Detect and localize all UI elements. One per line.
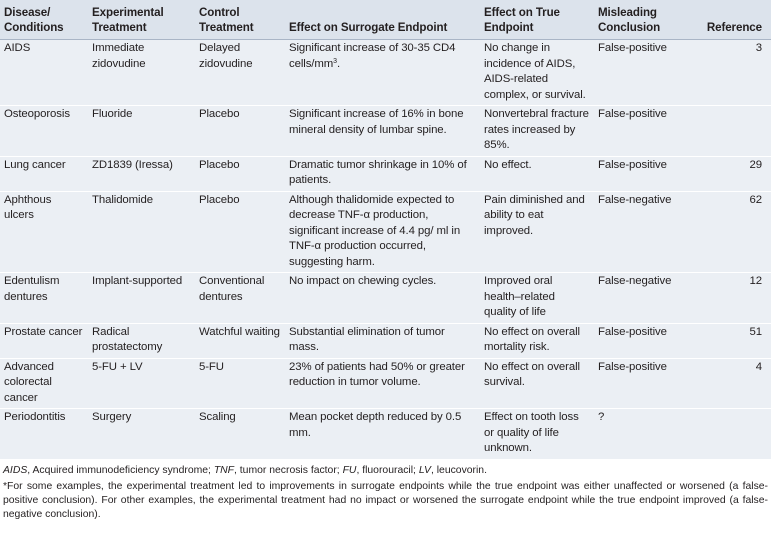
abbr-term: FU [342, 464, 357, 476]
table-footnotes [0, 459, 771, 522]
cell-surrogate-end: . [336, 57, 341, 70]
cell-experimental: ZD1839 (Iressa) [88, 156, 195, 191]
cell-experimental: Thalidomide [88, 191, 195, 273]
table-row [0, 409, 771, 459]
cell-control: Placebo [195, 156, 285, 191]
cell-reference [689, 106, 771, 157]
abbr-term: AIDS [3, 464, 28, 476]
cell-reference: 62 [689, 191, 771, 273]
cell-disease: Periodontitis [0, 409, 88, 459]
cell-conclusion: False-negative [594, 191, 689, 273]
cell-control: Placebo [195, 106, 285, 157]
table-header-row [0, 0, 771, 40]
cell-control: Placebo [195, 191, 285, 273]
cell-experimental: Surgery [88, 409, 195, 459]
abbr-definition: , tumor necrosis factor; [234, 464, 343, 476]
cell-conclusion: False-positive [594, 156, 689, 191]
cell-experimental: Immediate zidovudine [88, 40, 195, 106]
table-row [0, 106, 771, 157]
cell-surrogate: Although thalidomide expected to decrease TNF-α production, significant increase of 4.4 pg/ ml in TNF-α production occurred, suggesting harm. [285, 191, 480, 273]
cell-conclusion: False-positive [594, 106, 689, 157]
cell-surrogate: Substantial elimination of tumor mass. [285, 323, 480, 358]
header-conclusion: Misleading Conclusion [598, 6, 661, 34]
cell-disease: AIDS [0, 40, 88, 106]
cell-experimental: Fluoride [88, 106, 195, 157]
table-row [0, 273, 771, 324]
cell-true-endpoint: No change in incidence of AIDS, AIDS-related complex, or survival. [480, 40, 594, 106]
abbr-definition: , Acquired immunodeficiency syndrome; [27, 464, 214, 476]
abbreviation-note [3, 464, 768, 478]
cell-surrogate: 23% of patients had 50% or greater reduction in tumor volume. [285, 358, 480, 409]
cell-disease: Osteoporosis [0, 106, 88, 157]
cell-surrogate: Dramatic tumor shrinkage in 10% of patients. [285, 156, 480, 191]
cell-true-endpoint: No effect on overall survival. [480, 358, 594, 409]
abbr-term: TNF [213, 464, 235, 476]
table-row [0, 191, 771, 273]
asterisk-footnote: *For some examples, the experimental treatment led to improvements in surrogate endpoints while the true endpoint was either unaffected or worsened (a false-positive conclusion). For other examples, the experimental treatment had no impact or worsened the surrogate endpoint while the true endpoint improved (a false-negative conclusion). [3, 480, 768, 520]
table-row [0, 40, 771, 106]
cell-true-endpoint: Nonvertebral fracture rates increased by 85%. [480, 106, 594, 157]
cell-experimental: Radical prostatectomy [88, 323, 195, 358]
cell-reference: 51 [689, 323, 771, 358]
cell-conclusion: False-positive [594, 40, 689, 106]
cell-true-endpoint: Effect on tooth loss or quality of life unknown. [480, 409, 594, 459]
abbr-term: LV [418, 464, 431, 476]
cell-conclusion: False-positive [594, 323, 689, 358]
table-row [0, 156, 771, 191]
cell-reference: 3 [689, 40, 771, 106]
cell-conclusion: ? [594, 409, 689, 459]
cell-control: Delayed zidovudine [195, 40, 285, 106]
cell-disease: Advanced colorectal cancer [0, 358, 88, 409]
cell-surrogate: Significant increase of 16% in bone mineral density of lumbar spine. [285, 106, 480, 157]
cell-reference: 4 [689, 358, 771, 409]
cell-control: 5-FU [195, 358, 285, 409]
header-reference: Reference [706, 21, 762, 34]
cell-control: Watchful waiting [195, 323, 285, 358]
cell-true-endpoint: No effect on overall mortality risk. [480, 323, 594, 358]
table-row [0, 358, 771, 409]
cell-surrogate: No impact on chewing cycles. [285, 273, 480, 324]
cell-disease: Prostate cancer [0, 323, 88, 358]
cell-control: Scaling [195, 409, 285, 459]
abbr-definition: , leucovorin. [430, 464, 487, 476]
cell-surrogate: Mean pocket depth reduced by 0.5 mm. [285, 409, 480, 459]
cell-reference: 12 [689, 273, 771, 324]
cell-experimental: Implant-supported [88, 273, 195, 324]
cell-reference: 29 [689, 156, 771, 191]
header-control: Control Treatment [199, 6, 254, 34]
cell-surrogate-text: Significant increase of 30-35 CD4 cells/mm [289, 42, 456, 70]
header-experimental: Experimental Treatment [92, 6, 164, 34]
header-true-endpoint: Effect on True Endpoint [484, 6, 560, 34]
cell-surrogate [285, 40, 480, 106]
header-surrogate: Effect on Surrogate Endpoint [289, 21, 448, 34]
cell-disease: Edentulism dentures [0, 273, 88, 324]
cell-disease: Aphthous ulcers [0, 191, 88, 273]
superscript: 3 [333, 57, 337, 65]
cell-conclusion: False-positive [594, 358, 689, 409]
table-row [0, 323, 771, 358]
cell-disease: Lung cancer [0, 156, 88, 191]
abbr-definition: , fluorouracil; [356, 464, 419, 476]
cell-true-endpoint: Pain diminished and ability to eat improved. [480, 191, 594, 273]
cell-true-endpoint: No effect. [480, 156, 594, 191]
cell-true-endpoint: Improved oral health–related quality of life [480, 273, 594, 324]
cell-control: Conventional dentures [195, 273, 285, 324]
cell-experimental: 5-FU + LV [88, 358, 195, 409]
cell-reference [689, 409, 771, 459]
cell-conclusion: False-negative [594, 273, 689, 324]
header-disease: Disease/ Conditions [4, 6, 64, 34]
